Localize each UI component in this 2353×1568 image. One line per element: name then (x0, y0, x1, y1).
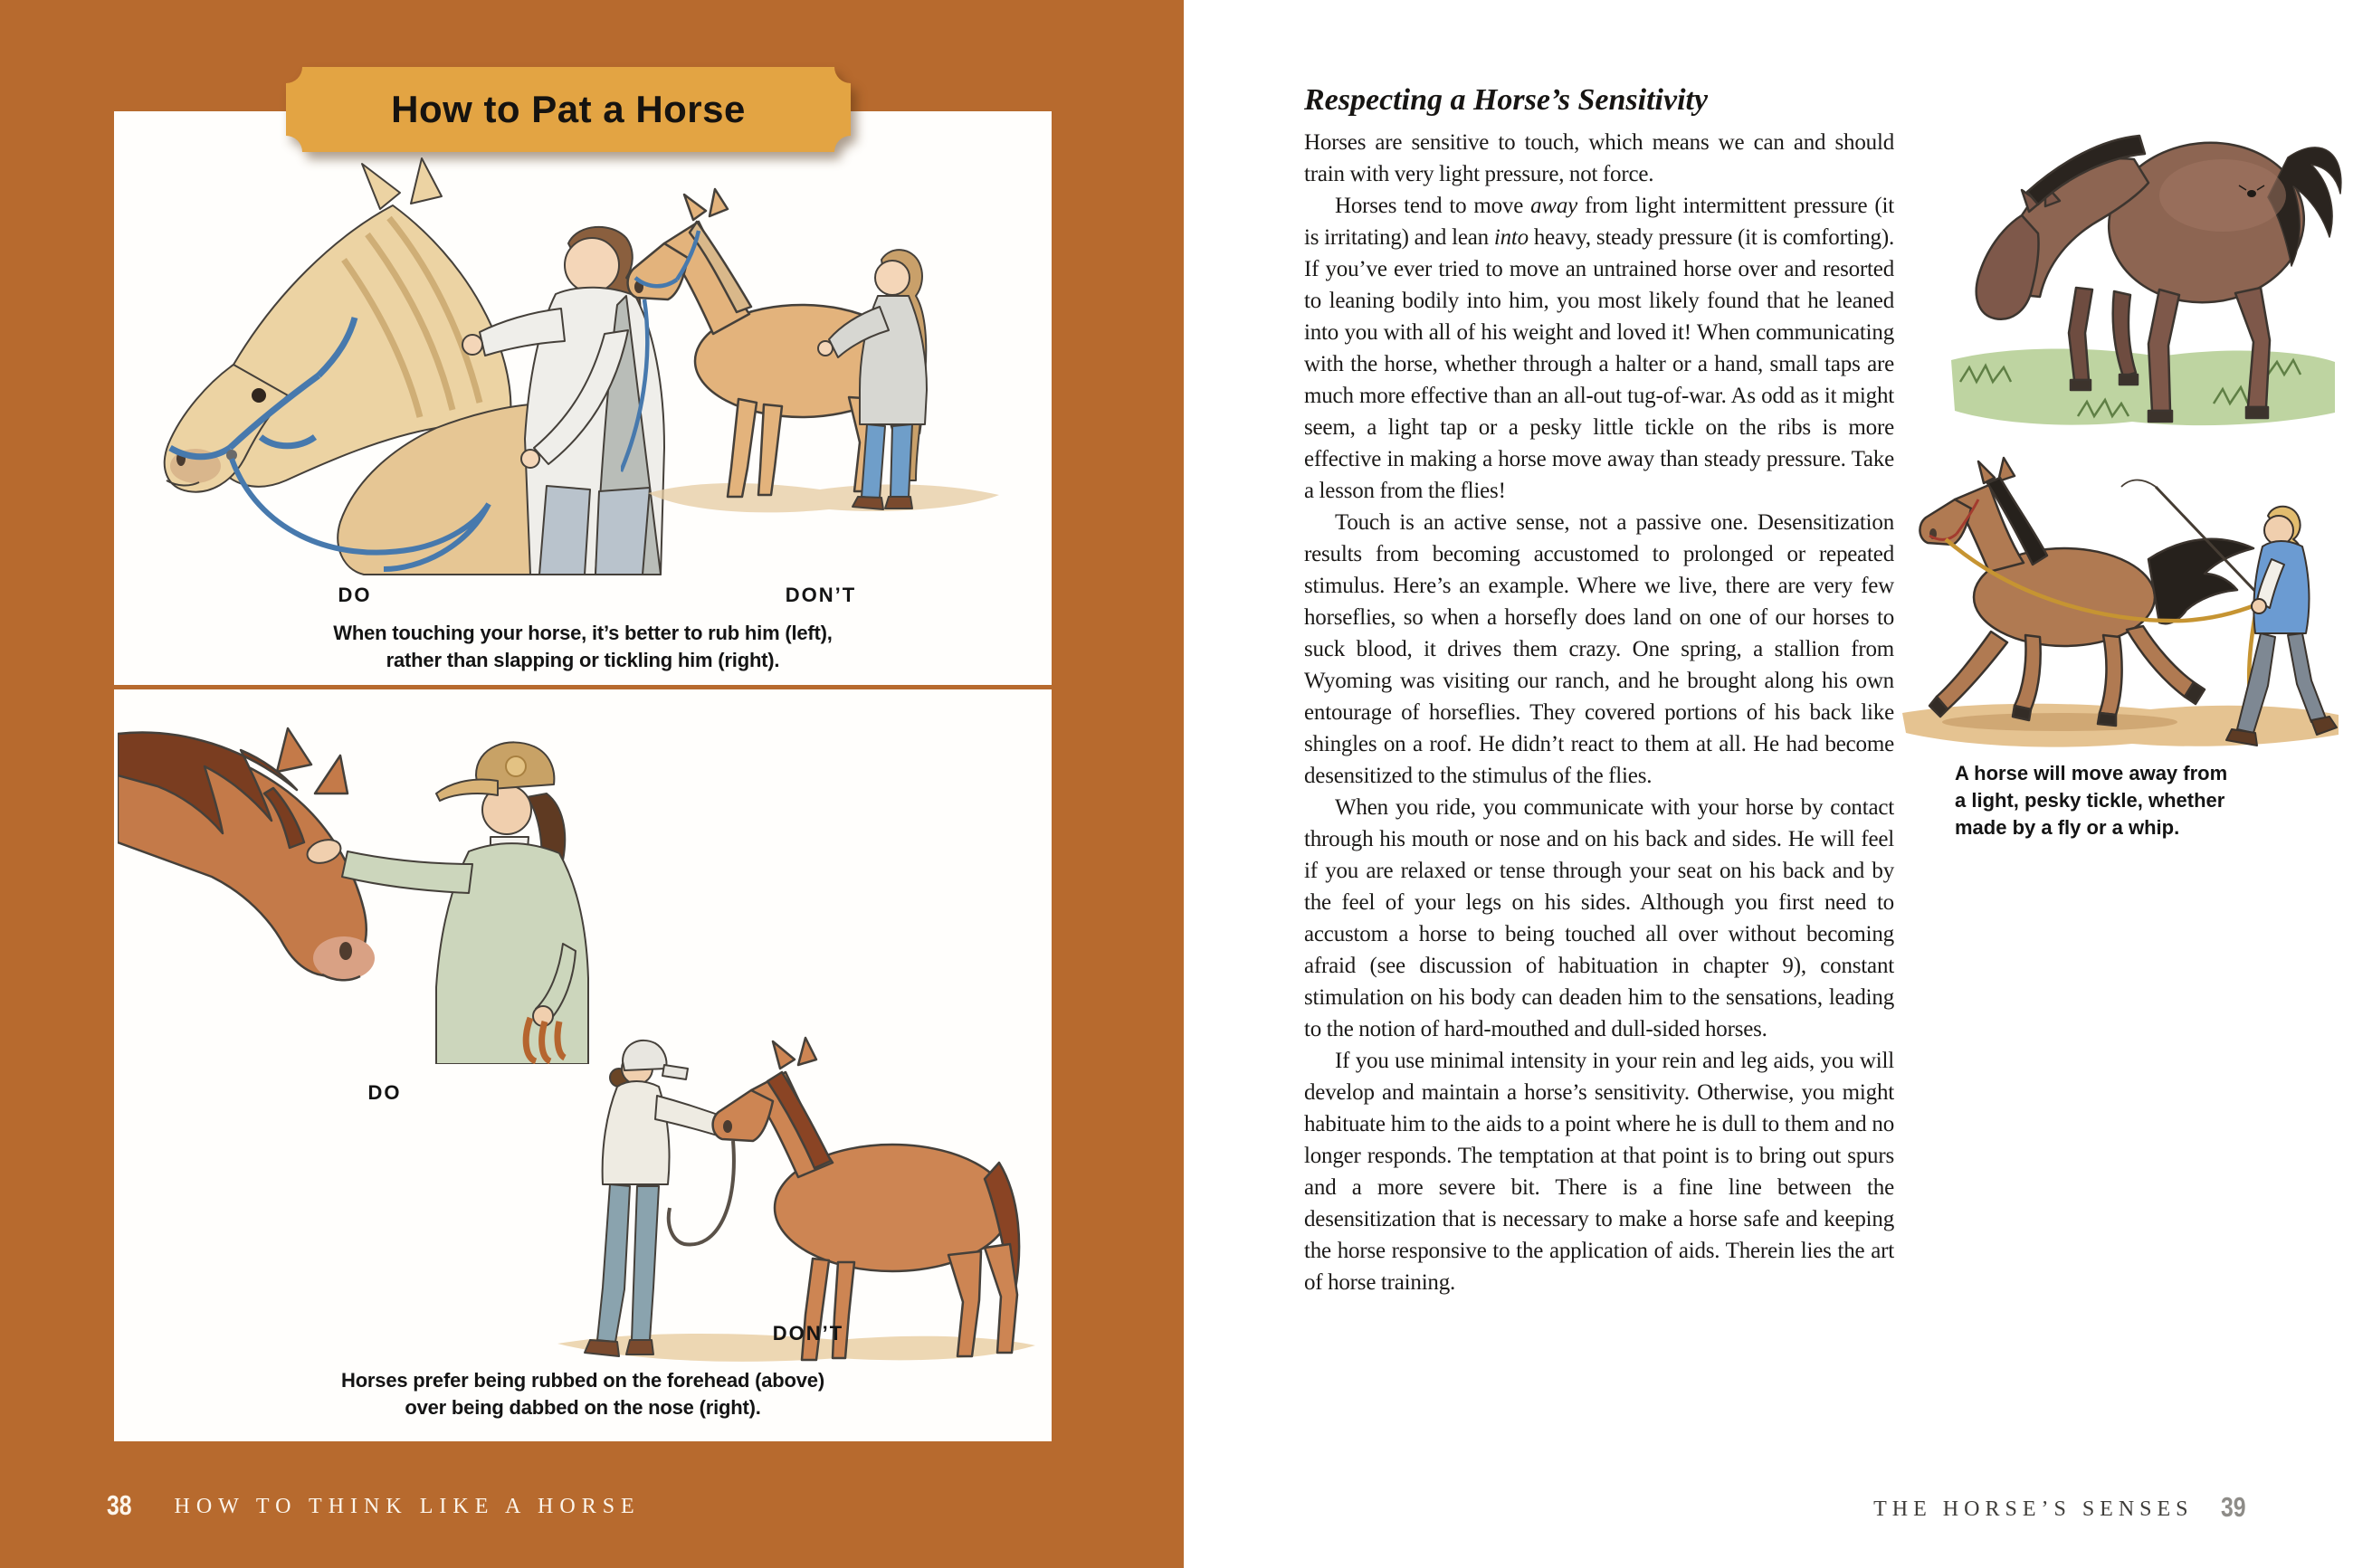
caption-line: Horses prefer being rubbed on the forehead (above) (341, 1369, 824, 1392)
illustration-lunge-whip (1897, 452, 2346, 755)
caption-line: When touching your horse, it’s better to rub him (left), (333, 622, 833, 644)
panel-divider (114, 685, 1052, 689)
bottom-panel-caption (114, 1367, 1052, 1421)
text-column (1304, 83, 1894, 1298)
handler-figure (585, 1041, 748, 1356)
caption-line: over being dabbed on the nose (right). (405, 1396, 761, 1419)
body-paragraph: When you ride, you communicate with your horse by contact through his mouth or nose and on his back and sides. He will feel if you are relaxed or tense through your seat on his back and by the feel of your legs on his sides. Although you first need to accustom a horse to being touched all over without becoming afraid (see discussion of habituation in chapter 9), constant stimulation on his body can deaden him to the sensations, leading to the notion of hard-mouthed and dull-sided horses. (1304, 795, 1894, 1041)
banner-plaque (286, 67, 851, 152)
body-paragraph: Touch is an active sense, not a passive one. Desensitization results from becoming accustomed to prolonged or repeated stimulus. Here’s an example. Where we live, there are very few horseflies, so when a horsefly does land on one of our horses to suck blood, it drives them crazy. One spring, a stallion from Wyoming was visiting our ranch, and he brought along his own entourage of horseflies. They covered portions of his back like shingles on a roof. He didn’t react to them at all. He had become desensitized to the stimulus of the flies. (1304, 510, 1894, 788)
figure-caption: A horse will move away from a light, pesky tickle, whether made by a fly or a whip. (1955, 762, 2228, 839)
body-paragraph: If you use minimal intensity in your rein and leg aids, you will develop and maintain a horse’s sensitivity. Otherwise, you might habituate him to the aids to a point where he is dull to them and no longer responds. The temptation at that point is to bring out spurs and a more severe bit. There is a fine line between the desensitization that is necessary to make a horse safe and keeping the horse responsive to the application of aids. Therein lies the art of horse training. (1304, 1049, 1894, 1295)
how-to-pat-a-horse-box (114, 88, 1052, 1441)
bottom-do-label: DO (367, 1081, 402, 1104)
top-panel-caption (114, 620, 1052, 674)
left-page-footer (107, 1489, 641, 1522)
illustration-tickle-flank (621, 169, 1024, 535)
caption-line: rather than slapping or tickling him (right). (386, 649, 780, 671)
bottom-dont-label: DON’T (772, 1322, 844, 1345)
section-heading: Respecting a Horse’s Sensitivity (1304, 83, 1709, 117)
body-paragraph: Horses tend to move away from light intermittent pressure (it is irritating) and lean into heavy, steady pressure (it is comforting). If you’ve ever tried to move an untrained horse over and resorted to leaning bodily into him, you most likely found that he leaned into you with all of his weight and loved it! When communicating with the horse, whether through a halter or a hand, small taps are much more effective than an all-out tug-of-war. As odd as it might seem, a light tap or a pesky little tickle on the ribs is more effective in making a horse move away than steady pressure. Take a lesson from the flies! (1304, 194, 1895, 503)
right-page-footer (1727, 1491, 2252, 1524)
top-do-label: DO (338, 584, 372, 606)
illustration-rub-forehead (118, 716, 643, 1064)
banner-title: How to Pat a Horse (391, 88, 746, 130)
top-dont-label: DON’T (785, 584, 857, 606)
illustration-walk-away (1942, 60, 2342, 438)
running-title: THE HORSE’S SENSES (1873, 1497, 2194, 1521)
page-number: 39 (2220, 1491, 2246, 1523)
right-page (1184, 0, 2353, 1568)
running-title: HOW TO THINK LIKE A HORSE (174, 1495, 641, 1518)
body-paragraph: Horses are sensitive to touch, which means we can and should train with very light pressure, not force. (1304, 130, 1894, 186)
page-number: 38 (107, 1489, 132, 1521)
